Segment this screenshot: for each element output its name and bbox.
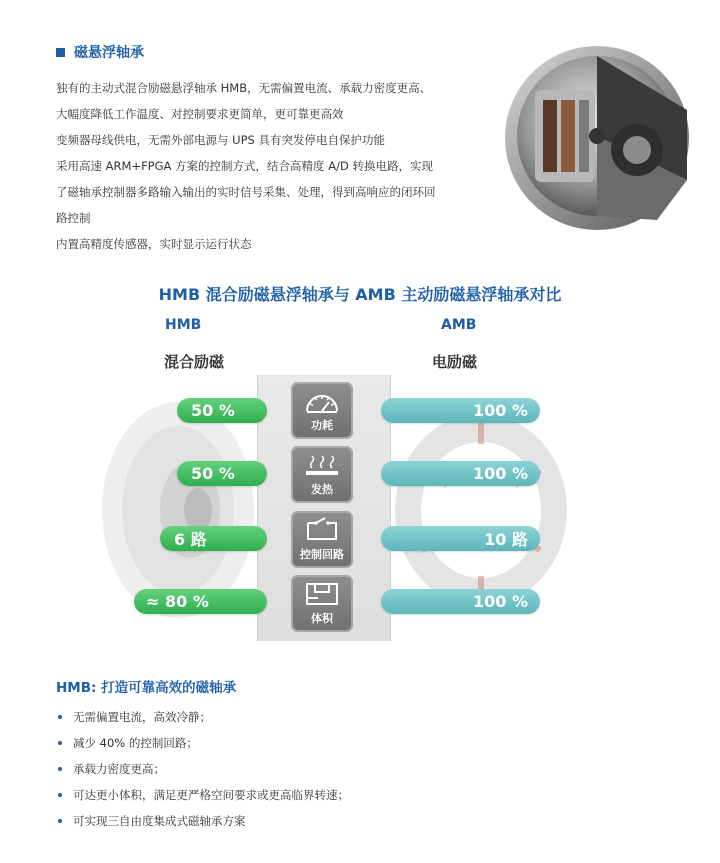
bullet-icon: [58, 767, 62, 771]
volume-metric-box: [291, 575, 353, 632]
amb-column-label: AMB: [441, 317, 477, 333]
list-item: [58, 808, 349, 834]
amb-heat-value: 100 %: [473, 464, 528, 483]
intro-line: 采用高速 ARM+FPGA 方案的控制方式，结合高精度 A/D 转换电路，实现: [56, 159, 433, 173]
hmb-column-label: HMB: [165, 317, 202, 333]
list-item: [58, 782, 349, 808]
hmb-circuit-value: 6 路: [174, 530, 207, 549]
heat-metric-label: 发热: [311, 483, 333, 496]
hmb-column-subtitle: 混合励磁: [164, 353, 225, 371]
benefits-title: HMB: 打造可靠高效的磁轴承: [56, 680, 237, 696]
list-item: [58, 704, 349, 730]
hmb-heat-bar: [177, 461, 267, 486]
circuit-metric-box: [291, 511, 353, 568]
section-header: [56, 42, 144, 62]
heat-icon: [304, 452, 340, 478]
benefit-text: 减少 40% 的控制回路；: [73, 736, 198, 750]
bullet-icon: [58, 793, 62, 797]
intro-text: [56, 75, 476, 257]
square-bullet-icon: [56, 48, 65, 57]
amb-circuit-value: 10 路: [484, 530, 528, 549]
heat-metric-box: [291, 446, 353, 503]
amb-stator-image: [392, 410, 570, 610]
list-item: [58, 730, 349, 756]
benefit-text: 承载力密度更高；: [73, 762, 165, 776]
intro-line: 变频器母线供电，无需外部电源与 UPS 具有突发停电自保护功能: [56, 133, 385, 147]
section-title: 磁悬浮轴承: [74, 45, 144, 61]
amb-circuit-bar: [381, 526, 540, 551]
intro-line: 大幅度降低工作温度、对控制要求更简单，更可靠更高效: [56, 107, 344, 121]
intro-line: 路控制: [56, 211, 91, 225]
volume-metric-label: 体积: [311, 612, 333, 625]
amb-volume-value: 100 %: [473, 592, 528, 611]
power-metric-label: 功耗: [311, 419, 333, 432]
benefit-text: 可达更小体积，满足更严格空间要求或更高临界转速；: [73, 788, 349, 802]
amb-column-subtitle: 电励磁: [432, 353, 478, 371]
hmb-heat-value: 50 %: [191, 464, 235, 483]
amb-power-bar: [381, 398, 540, 423]
intro-line: 内置高精度传感器，实时显示运行状态: [56, 237, 252, 251]
benefits-list: [58, 704, 349, 834]
hmb-circuit-bar: [160, 526, 267, 551]
intro-line: 了磁轴承控制器多路输入输出的实时信号采集、处理，得到高响应的闭环回: [56, 185, 436, 199]
amb-heat-bar: [381, 461, 540, 486]
benefit-text: 可实现三自由度集成式磁轴承方案: [73, 814, 246, 828]
benefit-text: 无需偏置电流，高效冷静；: [73, 710, 211, 724]
bearing-product-image: [497, 30, 693, 236]
bullet-icon: [58, 715, 62, 719]
comparison-title: HMB 混合励磁悬浮轴承与 AMB 主动励磁悬浮轴承对比: [158, 285, 562, 304]
hmb-volume-bar: [134, 589, 267, 614]
list-item: [58, 756, 349, 782]
hmb-volume-value: ≈ 80 %: [146, 592, 209, 611]
intro-line: 独有的主动式混合励磁悬浮轴承 HMB，无需偏置电流、承载力密度更高、: [56, 81, 432, 95]
volume-icon: [304, 581, 340, 607]
bullet-icon: [58, 819, 62, 823]
bullet-icon: [58, 741, 62, 745]
gauge-icon: [304, 388, 340, 414]
power-metric-box: [291, 382, 353, 439]
hmb-power-value: 50 %: [191, 401, 235, 420]
amb-volume-bar: [381, 589, 540, 614]
circuit-metric-label: 控制回路: [300, 548, 344, 561]
circuit-switch-icon: [304, 517, 340, 543]
hmb-power-bar: [177, 398, 267, 423]
amb-power-value: 100 %: [473, 401, 528, 420]
